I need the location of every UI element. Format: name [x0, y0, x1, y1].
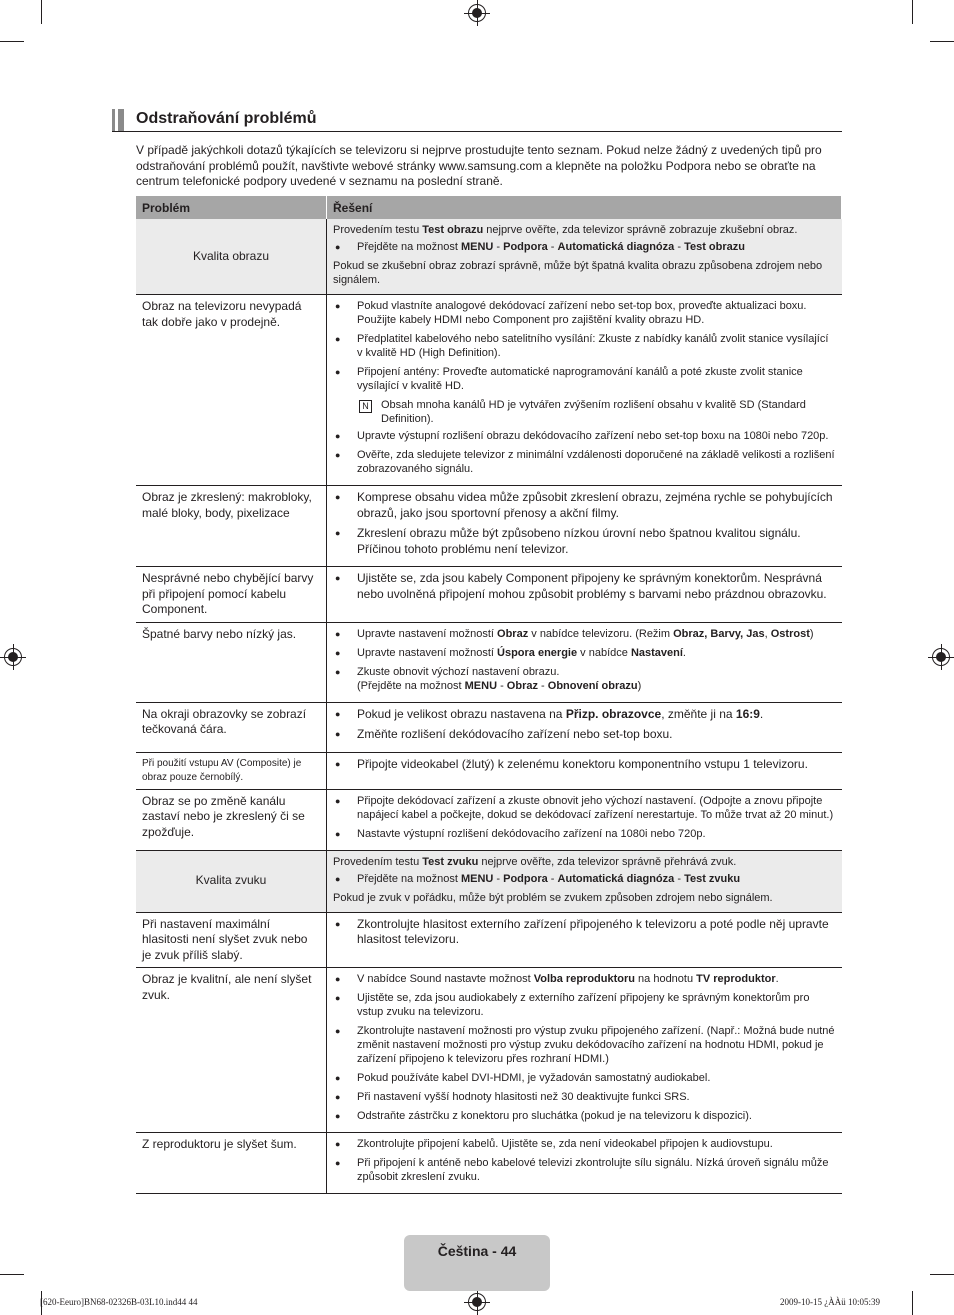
problem-cell: Obraz na televizoru nevypadá tak dobře jako v prodejně.	[136, 295, 327, 486]
list-item: ● Upravte nastavení možností Úspora energie v nabídce Nastavení.	[333, 646, 836, 660]
table-row	[136, 968, 842, 1133]
problem-cell: Obraz je kvalitní, ale není slyšet zvuk.	[136, 968, 327, 1133]
registration-mark-icon	[468, 1293, 486, 1311]
problem-cell: Obraz je zkreslený: makrobloky, malé bloky, body, pixelizace	[136, 486, 327, 567]
list-item: ● Pokud používáte kabel DVI-HDMI, je vyžadován samostatný audiokabel.	[333, 1071, 836, 1085]
registration-mark-icon	[932, 648, 950, 666]
list-item: ● Pokud je velikost obrazu nastavena na Přizp. obrazovce, změňte ji na 16:9.	[333, 707, 836, 723]
crop-mark	[930, 1274, 954, 1275]
list-item: ● Komprese obsahu videa může způsobit zkreslení obrazu, zejména rychle se pohybujících obrazů, jako jsou sportovní přenosy a akční filmy.	[333, 490, 836, 521]
solution-cell	[327, 752, 842, 789]
list-item: ● Předplatitel kabelového nebo satelitního vysílání: Zkuste z nabídky kanálů zvolit stanice vysílající v kvalitě HD (High Definition).	[333, 332, 836, 360]
solution-cell	[327, 486, 842, 567]
solution-cell	[327, 622, 842, 702]
solution-cell	[327, 789, 842, 850]
list-item: ● Zkuste obnovit výchozí nastavení obrazu. (Přejděte na možnost MENU - Obraz - Obnovení obrazu)	[333, 665, 836, 693]
table-row	[136, 752, 842, 789]
list-item: ● Pokud vlastníte analogové dekódovací zařízení nebo set-top box, proveďte aktualizaci boxu. Použijte kabely HDMI nebo Component pro zajištění kvality obrazu HD.	[333, 299, 836, 327]
problem-cell: Na okraji obrazovky se zobrazí tečkovaná čára.	[136, 702, 327, 752]
solution-cell	[327, 702, 842, 752]
table-row	[136, 912, 842, 968]
list-item: ● Zkreslení obrazu může být způsobeno nízkou úrovní nebo špatnou kvalitou signálu. Příčinou tohoto problému není televizor.	[333, 526, 836, 557]
table-row	[136, 1133, 842, 1194]
header-solution: Řešení	[327, 196, 842, 219]
list-item: ● Zkontrolujte nastavení možnosti pro výstup zvuku připojeného zařízení. (Např.: Možná bude nutné změnit nastavení možnosti pro výstup zvuku dekódovacího zařízení na hodnotu HDMI, pokud je zařízení připojeno k televizoru přes rozhraní HDMI.)	[333, 1024, 836, 1066]
solution-text: Pokud je zvuk v pořádku, může být problém se zvukem způsoben zdrojem nebo signálem.	[333, 891, 773, 904]
intro-paragraph: V případě jakýchkoli dotazů týkajících se televizoru si nejprve prostudujte tento seznam. Pokud nelze žádný z uvedených tipů pro odstraňování problémů použít, navštivte webové stránky www.samsung.com a klepněte na položku Podpora nebo se obraťte na centrum telefonické podpory uvedené v seznamu na poslední straně.	[136, 143, 822, 188]
solution-text: Provedením testu Test zvuku nejprve ověřte, zda televizor správně přehrává zvuk.	[333, 855, 737, 868]
solution-cell	[327, 567, 842, 623]
solution-cell	[327, 850, 842, 912]
problem-cell: Z reproduktoru je slyšet šum.	[136, 1133, 327, 1194]
list-item: ● Zkontrolujte hlasitost externího zařízení připojeného k televizoru a poté podle něj upravte hlasitost televizoru.	[333, 917, 836, 948]
crop-mark	[912, 1291, 913, 1315]
crop-mark	[0, 1274, 24, 1275]
list-item: ● Připojte dekódovací zařízení a zkuste obnovit jeho výchozí nastavení. (Odpojte a znovu připojte napájecí kabel a počkejte, dokud se dekódovací zařízení nerestartuje. To může trvat až 20 minut.)	[333, 794, 836, 822]
list-item: ● Upravte výstupní rozlišení obrazu dekódovacího zařízení nebo set-top boxu na 1080i nebo 720p.	[333, 429, 836, 443]
page-number: Čeština - 44	[437, 1243, 517, 1259]
crop-mark	[0, 41, 24, 42]
list-item: ● Nastavte výstupní rozlišení dekódovacího zařízení na 1080i nebo 720p.	[333, 827, 836, 841]
list-item: ● Odstraňte zástrčku z konektoru pro sluchátka (pokud je na televizoru k dispozici).	[333, 1109, 836, 1123]
registration-mark-icon	[4, 648, 22, 666]
table-header-row	[136, 196, 842, 219]
solution-cell	[327, 912, 842, 968]
solution-cell	[327, 295, 842, 486]
list-item: ● Ujistěte se, zda jsou audiokabely z externího zařízení připojeny ke správným konektorům pro vstup zvuku na televizoru.	[333, 991, 836, 1019]
crop-mark	[930, 41, 954, 42]
list-item: ● Ujistěte se, zda jsou kabely Component připojeny ke správným konektorům. Nesprávná nebo uvolněná připojení mohou způsobit problémy s barvami nebo prázdnou obrazovku.	[333, 571, 836, 602]
list-item: ● Připojení antény: Proveďte automatické naprogramování kanálů a poté zkuste zvolit stanice vysílající v kvalitě HD.	[333, 365, 836, 393]
problem-cell: Kvalita obrazu	[136, 219, 327, 295]
section-marker-icon	[112, 109, 124, 131]
table-row	[136, 702, 842, 752]
problem-cell: Při nastavení maximální hlasitosti není slyšet zvuk nebo je zvuk příliš slabý.	[136, 912, 327, 968]
troubleshooting-table	[136, 196, 842, 1194]
list-item: ● Při připojení k anténě nebo kabelové televizi zkontrolujte sílu signálu. Nízká úroveň signálu může způsobit zkreslení zvuku.	[333, 1156, 836, 1184]
list-item: ● Připojte videokabel (žlutý) k zelenému konektoru komponentního vstupu 1 televizoru.	[333, 757, 836, 773]
table-row	[136, 567, 842, 623]
list-item: ● Přejděte na možnost MENU - Podpora - Automatická diagnóza - Test zvuku	[333, 872, 836, 886]
table-row	[136, 219, 842, 295]
crop-mark	[41, 0, 42, 24]
solution-cell	[327, 968, 842, 1133]
table-row	[136, 622, 842, 702]
solution-text: Pokud se zkušební obraz zobrazí správně, může být špatná kvalita obrazu způsobena zdrojem nebo signálem.	[333, 260, 823, 286]
list-item: ● V nabídce Sound nastavte možnost Volba reproduktoru na hodnotu TV reproduktor.	[333, 972, 836, 986]
note-icon: N	[359, 400, 372, 413]
table-row	[136, 295, 842, 486]
table-row	[136, 486, 842, 567]
problem-cell: Špatné barvy nebo nízký jas.	[136, 622, 327, 702]
note-item: N Obsah mnoha kanálů HD je vytvářen zvýšením rozlišení obsahu v kvalitě SD (Standard Definition).	[333, 398, 836, 426]
list-item: ● Upravte nastavení možností Obraz v nabídce televizoru. (Režim Obraz, Barvy, Jas, Ostrost)	[333, 627, 836, 641]
problem-cell: Při použití vstupu AV (Composite) je obraz pouze černobílý.	[136, 752, 327, 789]
page-title: Odstraňování problémů	[136, 110, 317, 127]
problem-cell: Nesprávné nebo chybějící barvy při připojení pomocí kabelu Component.	[136, 567, 327, 623]
list-item: ● Při nastavení vyšší hodnoty hlasitosti než 30 deaktivujte funkci SRS.	[333, 1090, 836, 1104]
imprint-file: [620-Eeuro]BN68-02326B-03L10.ind44 44	[40, 1297, 198, 1307]
registration-mark-icon	[468, 4, 486, 22]
problem-cell: Kvalita zvuku	[136, 850, 327, 912]
list-item: ● Ověřte, zda sledujete televizor z minimální vzdálenosti doporučené na základě velikosti a rozlišení zobrazovaného signálu.	[333, 448, 836, 476]
imprint-date: 2009-10-15 ¿ÀÀü 10:05:39	[780, 1297, 880, 1307]
list-item: ● Přejděte na možnost MENU - Podpora - Automatická diagnóza - Test obrazu	[333, 240, 836, 254]
solution-text: Provedením testu Test obrazu nejprve ověřte, zda televizor správně zobrazuje zkušební obraz.	[333, 224, 798, 236]
table-row	[136, 850, 842, 912]
header-problem: Problém	[136, 196, 327, 219]
section-header	[112, 109, 842, 132]
solution-cell	[327, 219, 842, 295]
list-item: ● Změňte rozlišení dekódovacího zařízení nebo set-top boxu.	[333, 727, 836, 743]
list-item: ● Zkontrolujte připojení kabelů. Ujistěte se, zda není videokabel připojen k audiovstupu.	[333, 1137, 836, 1151]
crop-mark	[912, 0, 913, 24]
table-row	[136, 789, 842, 850]
problem-cell: Obraz se po změně kanálu zastaví nebo je zkreslený či se zpožďuje.	[136, 789, 327, 850]
solution-cell	[327, 1133, 842, 1194]
